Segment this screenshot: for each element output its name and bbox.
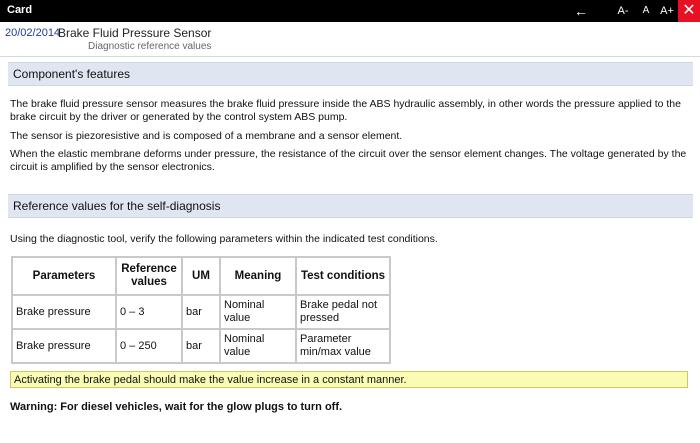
column-header: UM (182, 257, 220, 295)
section-header-features (8, 62, 693, 86)
column-header: Parameters (12, 257, 116, 295)
section-heading: Component's features (13, 67, 131, 81)
column-header: Test conditions (296, 257, 390, 295)
table-cell: Nominal value (220, 295, 296, 329)
table-cell: Brake pedal not pressed (296, 295, 390, 329)
card-header (0, 22, 700, 57)
table-cell: bar (182, 329, 220, 363)
features-paragraph-2: The sensor is piezoresistive and is composed of a membrane and a sensor element. (10, 130, 403, 142)
card-subtitle: Diagnostic reference values (88, 41, 212, 52)
section-heading: Reference values for the self-diagnosis (13, 199, 221, 213)
table-header-row (12, 257, 390, 295)
features-paragraph-3: When the elastic membrane deforms under pressure, the resistance of the circuit over the sensor element changes. The voltage generated by the circuit is amplified by the sensor electronics. (10, 148, 687, 173)
note-text: Activating the brake pedal should make the value increase in a constant manner. (14, 374, 407, 386)
window-title: Card (7, 4, 33, 16)
table-cell: Parameter min/max value (296, 329, 390, 363)
close-icon[interactable]: ✕ (678, 0, 700, 22)
table-cell: 0 – 250 (116, 329, 182, 363)
section-header-reference (8, 194, 693, 218)
font-normal-button[interactable]: A (642, 5, 650, 16)
card-date: 20/02/2014 (5, 27, 61, 39)
table-row (12, 295, 390, 329)
title-bar (0, 0, 700, 22)
table-cell: Brake pressure (12, 295, 116, 329)
back-arrow-icon[interactable]: ← (574, 3, 588, 19)
table-row (12, 329, 390, 363)
warning-text: Warning: For diesel vehicles, wait for the glow plugs to turn off. (10, 401, 343, 413)
font-decrease-button[interactable]: A- (617, 5, 629, 17)
column-header: Meaning (220, 257, 296, 295)
card-title: Brake Fluid Pressure Sensor (58, 26, 212, 40)
table-cell: 0 – 3 (116, 295, 182, 329)
highlight-note (10, 371, 688, 388)
features-paragraph-1: The brake fluid pressure sensor measures the brake fluid pressure inside the ABS hydraulic assembly, in other words the pressure applied to the brake circuit by the driver or generated by the control system ABS pump. (10, 98, 681, 123)
column-header: Reference values (116, 257, 182, 295)
table-cell: bar (182, 295, 220, 329)
reference-values-table (11, 256, 391, 364)
reference-intro: Using the diagnostic tool, verify the following parameters within the indicated test conditions. (10, 233, 438, 245)
font-increase-button[interactable]: A+ (660, 5, 674, 17)
table-cell: Nominal value (220, 329, 296, 363)
table-cell: Brake pressure (12, 329, 116, 363)
